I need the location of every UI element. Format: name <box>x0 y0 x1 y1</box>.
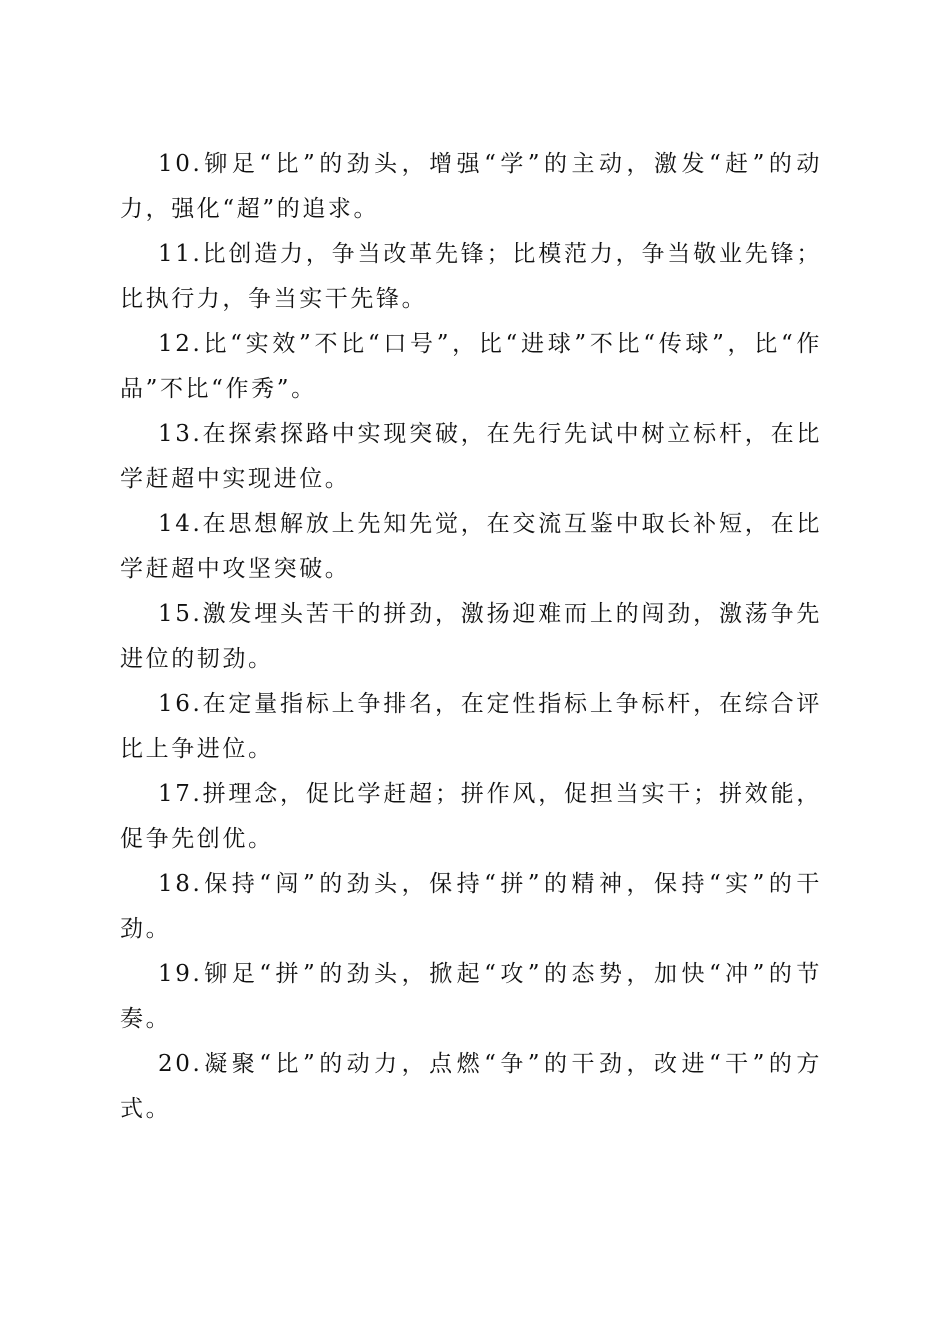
paragraph-15: 15.激发埋头苦干的拼劲，激扬迎难而上的闯劲，激荡争先进位的韧劲。 <box>120 601 822 672</box>
paragraph-18: 18.保持“闯”的劲头，保持“拼”的精神，保持“实”的干劲。 <box>120 871 822 942</box>
paragraph-10: 10.铆足“比”的劲头，增强“学”的主动，激发“赶”的动力，强化“超”的追求。 <box>120 151 822 222</box>
paragraph-17: 17.拼理念，促比学赶超；拼作风，促担当实干；拼效能，促争先创优。 <box>120 781 822 852</box>
document-body <box>120 142 822 1132</box>
paragraph-12: 12.比“实效”不比“口号”，比“进球”不比“传球”，比“作品”不比“作秀”。 <box>120 331 822 402</box>
paragraph-14: 14.在思想解放上先知先觉，在交流互鉴中取长补短，在比学赶超中攻坚突破。 <box>120 511 822 582</box>
paragraph-20: 20.凝聚“比”的动力，点燃“争”的干劲，改进“干”的方式。 <box>120 1051 822 1122</box>
paragraph-19: 19.铆足“拼”的劲头，掀起“攻”的态势，加快“冲”的节奏。 <box>120 961 822 1032</box>
paragraph-11: 11.比创造力，争当改革先锋；比模范力，争当敬业先锋；比执行力，争当实干先锋。 <box>120 241 822 312</box>
paragraph-13: 13.在探索探路中实现突破，在先行先试中树立标杆，在比学赶超中实现进位。 <box>120 421 822 492</box>
paragraph-16: 16.在定量指标上争排名，在定性指标上争标杆，在综合评比上争进位。 <box>120 691 822 762</box>
